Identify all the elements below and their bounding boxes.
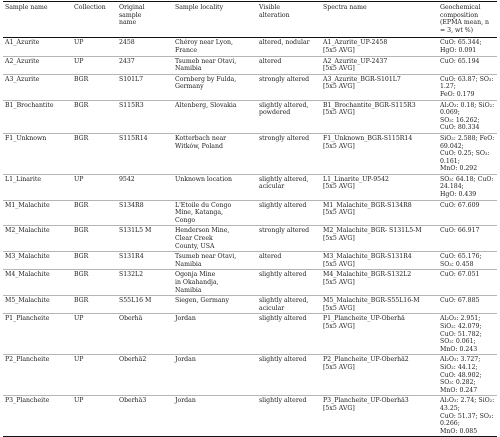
table-row [3, 395, 497, 436]
cell-sample-locality: Chéroy near Lyon, France [175, 39, 233, 54]
cell-sample-name: P2_Plancheite [5, 356, 50, 364]
cell-collection: UP [74, 397, 84, 405]
cell-spectra-name: A3_Azurite_BGR-S101L7 [5x5 AVG] [323, 75, 401, 91]
table-body [3, 38, 497, 436]
cell-original-sample-name: S115R3 [119, 101, 144, 109]
cell-sample-locality: Cornberg by Fulda, Germany [175, 75, 237, 91]
table-row [3, 200, 497, 226]
cell-sample-name: P1_Plancheite [5, 315, 50, 323]
table-row [3, 295, 497, 313]
table-row [3, 313, 497, 354]
cell-collection: BGR [74, 101, 89, 109]
cell-original-sample-name: S101L7 [119, 75, 144, 83]
cell-visible-alteration: slightly altered [259, 315, 307, 323]
cell-geochemical-composition: CuO: 67.051 [440, 271, 480, 279]
cell-spectra-name: F1_Unknown_BGR-S115R14 [5x5 AVG] [323, 134, 413, 150]
cell-visible-alteration: altered, nodular [259, 39, 310, 47]
cell-geochemical-composition: Al₂O₃: 3.727; SiO₂: 44.12; CuO: 48.902; SO₃: 0.282; MnO: 0.247 [440, 356, 482, 394]
cell-original-sample-name: S134R8 [119, 201, 144, 209]
cell-geochemical-composition: CuO: 65.344; HgO: 0.091 [440, 39, 482, 54]
cell-collection: UP [74, 39, 84, 47]
cell-sample-name: M2_Malachite [5, 227, 50, 235]
cell-original-sample-name: S131L5 M [119, 227, 152, 235]
cell-sample-name: P3_Plancheite [5, 397, 50, 405]
cell-sample-name: M1_Malachite [5, 201, 50, 209]
header-original-sample-name: Original sample name [119, 4, 145, 27]
cell-original-sample-name: 2458 [119, 39, 135, 47]
cell-geochemical-composition: CuO: 66.917 [440, 227, 480, 235]
cell-geochemical-composition: CuO: 67.885 [440, 297, 480, 305]
cell-sample-locality: Henderson Mine, Clear Creek County, USA [175, 227, 230, 250]
cell-sample-name: A2_Azurite [5, 57, 40, 65]
cell-collection: BGR [74, 271, 89, 279]
cell-original-sample-name: 9542 [119, 175, 135, 183]
table-row [3, 225, 497, 251]
cell-original-sample-name: Oberhä2 [119, 356, 147, 364]
header-geochemical-composition: Geochemical composition (EPMA mean, n = 3, wt %) [440, 4, 489, 34]
cell-sample-name: M3_Malachite [5, 253, 50, 261]
cell-original-sample-name: S115R14 [119, 134, 148, 142]
cell-sample-name: A3_Azurite [5, 75, 40, 83]
cell-sample-name: A1_Azurite [5, 39, 40, 47]
table-row [3, 174, 497, 200]
header-collection: Collection [74, 4, 106, 11]
table-row [3, 354, 497, 395]
cell-geochemical-composition: SiO₂: 2.588; FeO: 69.042; CuO: 0.25; SO₃: 0.161; MnO: 0.292 [440, 134, 495, 173]
cell-sample-locality: Jordan [175, 397, 196, 405]
cell-collection: BGR [74, 134, 89, 142]
cell-collection: UP [74, 315, 84, 323]
cell-spectra-name: M3_Malachite_BGR-S131R4 [5x5 AVG] [323, 253, 412, 268]
cell-sample-locality: Tsumeb near Otavi, Namibia [175, 253, 237, 268]
cell-collection: BGR [74, 75, 89, 83]
cell-geochemical-composition: CuO: 67.609 [440, 201, 480, 209]
cell-sample-locality: Altenberg, Slovakia [175, 101, 237, 109]
cell-geochemical-composition: CuO: 65.176; SO₃: 0.458 [440, 253, 482, 268]
header-sample-name: Sample name [5, 4, 48, 11]
cell-sample-locality: Kotterbach near Witków, Poland [175, 134, 227, 150]
cell-visible-alteration: strongly altered [259, 134, 310, 142]
cell-original-sample-name: S131R4 [119, 253, 144, 261]
cell-collection: UP [74, 356, 84, 364]
cell-sample-name: M5_Malachite [5, 297, 50, 305]
cell-geochemical-composition: Al₂O₃: 2.74; SiO₂: 43.25; CuO: 51.37; SO₃: 0.266; MnO: 0.085 [440, 397, 495, 435]
cell-collection: UP [74, 57, 84, 65]
cell-collection: BGR [74, 297, 89, 305]
cell-sample-locality: Unknown location [175, 175, 232, 183]
table-row [3, 251, 497, 269]
cell-sample-name: M4_Malachite [5, 271, 50, 279]
cell-spectra-name: M1_Malachite_BGR-S134R8 [5x5 AVG] [323, 201, 412, 217]
header-visible-alteration: Visible alteration [259, 4, 290, 19]
sample-table [3, 1, 497, 437]
table-header-row [3, 2, 497, 37]
cell-visible-alteration: slightly altered, powdered [259, 101, 309, 117]
cell-sample-locality: Jordan [175, 356, 196, 364]
cell-spectra-name: P3_Plancheite_UP-Oberhä3 [5x5 AVG] [323, 397, 409, 412]
cell-visible-alteration: slightly altered [259, 271, 307, 279]
cell-visible-alteration: slightly altered [259, 397, 307, 405]
cell-sample-name: L1_Linarite [5, 175, 41, 183]
cell-collection: BGR [74, 201, 89, 209]
cell-spectra-name: A1_Azurite_UP-2458 [5x5 AVG] [323, 39, 388, 54]
table-row [3, 269, 497, 295]
cell-sample-name: B1_Brochantite [5, 101, 54, 109]
cell-visible-alteration: slightly altered [259, 201, 307, 209]
cell-original-sample-name: S55L16 M [119, 297, 152, 305]
cell-visible-alteration: strongly altered [259, 227, 310, 235]
cell-original-sample-name: 2437 [119, 57, 135, 65]
cell-collection: BGR [74, 253, 89, 261]
cell-spectra-name: L1_Linarite_UP-9542 [5x5 AVG] [323, 175, 389, 191]
cell-spectra-name: P1_Plancheite_UP-Oberhä [5x5 AVG] [323, 315, 405, 330]
cell-original-sample-name: Oberhä3 [119, 397, 147, 405]
cell-visible-alteration: slightly altered [259, 356, 307, 364]
table-row [3, 74, 497, 100]
cell-visible-alteration: strongly altered [259, 75, 310, 83]
cell-sample-locality: Tsumeb near Otavi, Namibia [175, 57, 237, 73]
cell-spectra-name: M4_Malachite_BGR-S132L2 [5x5 AVG] [323, 271, 412, 286]
cell-sample-locality: L'Etoile du Congo Mine, Katanga, Congo [175, 201, 232, 224]
cell-collection: BGR [74, 227, 89, 235]
header-sample-locality: Sample locality [175, 4, 224, 11]
cell-collection: UP [74, 175, 84, 183]
cell-original-sample-name: Oberhä [119, 315, 143, 323]
cell-geochemical-composition: CuO: 63.87; SO₃: 1.27; FeO: 0.179 [440, 75, 494, 98]
cell-sample-name: F1_Unknown [5, 134, 47, 142]
cell-spectra-name: M5_Malachite_BGR-S55L16-M [5x5 AVG] [323, 297, 420, 312]
header-spectra-name: Spectra name [323, 4, 367, 11]
cell-original-sample-name: S132L2 [119, 271, 144, 279]
cell-sample-locality: Jordan [175, 315, 196, 323]
cell-visible-alteration: slightly altered, acicular [259, 297, 309, 312]
table-row [3, 56, 497, 74]
table-row [3, 133, 497, 174]
cell-spectra-name: P2_Plancheite_UP-Oberhä2 [5x5 AVG] [323, 356, 409, 371]
cell-visible-alteration: altered [259, 253, 282, 261]
cell-geochemical-composition: Al₂O₃: 0.18; SiO₂: 0.069; SO₃: 16.262; CuO: 80.334 [440, 101, 495, 132]
cell-visible-alteration: slightly altered, acicular [259, 175, 309, 191]
cell-spectra-name: M2_Malachite_BGR- S131L5-M [5x5 AVG] [323, 227, 422, 243]
cell-geochemical-composition: Al₂O₃: 2.951; SiO₂: 42.079; CuO: 51.782; SO₃: 0.061; MnO: 0.243 [440, 315, 482, 353]
cell-geochemical-composition: SO₃: 64.18; CuO: 24.184; HgO: 0.439 [440, 175, 494, 199]
table-row [3, 100, 497, 133]
cell-spectra-name: A2_Azurite_UP-2437 [5x5 AVG] [323, 57, 388, 73]
cell-visible-alteration: altered [259, 57, 282, 65]
cell-spectra-name: B1_Brochantite_BGR-S115R3 [5x5 AVG] [323, 101, 416, 117]
table-row [3, 38, 497, 55]
cell-geochemical-composition: CuO: 65.194 [440, 57, 480, 65]
cell-sample-locality: Siegen, Germany [175, 297, 230, 305]
cell-sample-locality: Ogonja Mine in Okahandja, Namibia [175, 271, 219, 294]
